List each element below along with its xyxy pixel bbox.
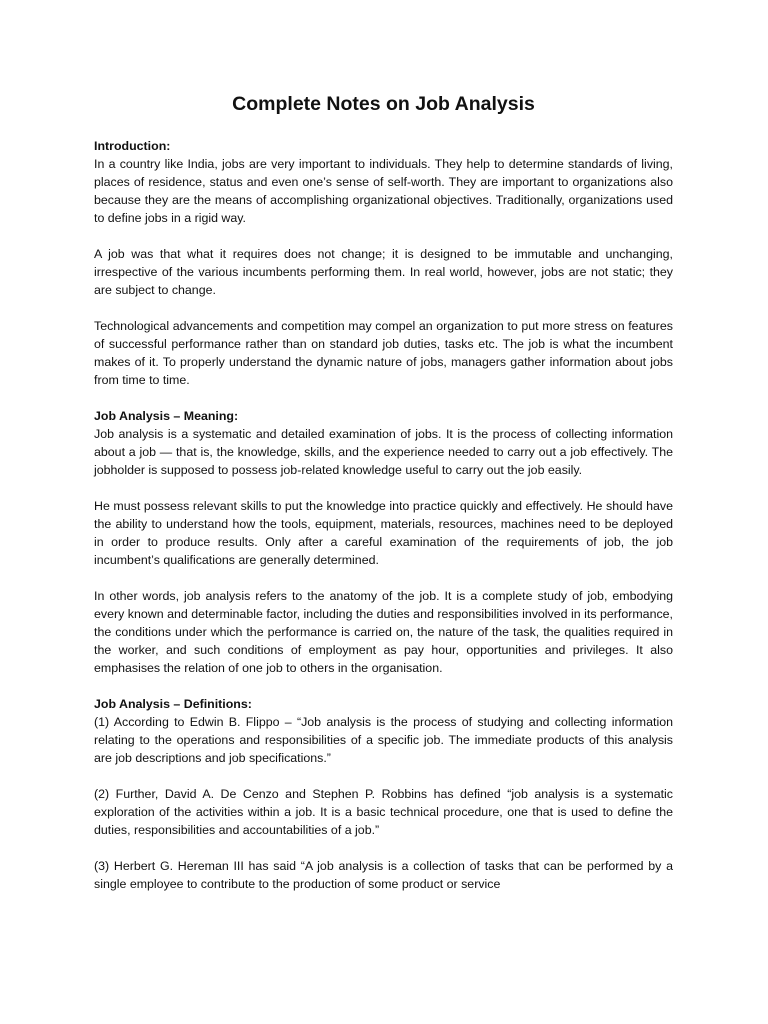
paragraph: In a country like India, jobs are very important to individuals. They help to determine standards of living, places of residence, status and even one’s sense of self-worth. They are important to organizations also because they are the means of accomplishing organizational objectives. Traditionally, organizations used to define jobs in a rigid way. (94, 157, 673, 225)
definition-paragraph: (1) According to Edwin B. Flippo – “Job analysis is the process of studying and collecting information relating to the operations and responsibilities of a specific job. The immediate products of this analysis are job descriptions and job specifications.” (94, 715, 673, 765)
section-heading-definitions: Job Analysis – Definitions: (94, 697, 252, 711)
paragraph: In other words, job analysis refers to the anatomy of the job. It is a complete study of job, embodying every known and determinable factor, including the duties and responsibilities involved in its performance, the conditions under which the performance is carried on, the nature of the task, the qualities required in the worker, and such conditions of employment as pay hour, opportunities and privileges. It also emphasises the relation of one job to others in the organisation. (94, 589, 673, 675)
document-title: Complete Notes on Job Analysis (232, 93, 535, 115)
paragraph: A job was that what it requires does not change; it is designed to be immutable and unchanging, irrespective of the various incumbents performing them. In real world, however, jobs are not static; they are subject to change. (94, 247, 673, 297)
document-body (94, 92, 673, 911)
section-heading-introduction: Introduction: (94, 139, 171, 153)
paragraph: Job analysis is a systematic and detailed examination of jobs. It is the process of collecting information about a job — that is, the knowledge, skills, and the experience needed to carry out a job effectively. The jobholder is supposed to possess job-related knowledge useful to carry out the job easily. (94, 427, 673, 477)
definition-paragraph: (3) Herbert G. Hereman III has said “A job analysis is a collection of tasks that can be performed by a single employee to contribute to the production of some product or service (94, 859, 673, 891)
paragraph: He must possess relevant skills to put the knowledge into practice quickly and effectively. He should have the ability to understand how the tools, equipment, materials, resources, machines need to be deployed in order to produce results. Only after a careful examination of the requirements of job, the job incumbent’s qualifications are generally determined. (94, 499, 673, 567)
section-heading-meaning: Job Analysis – Meaning: (94, 409, 239, 423)
paragraph: Technological advancements and competition may compel an organization to put more stress on features of successful performance rather than on standard job duties, tasks etc. The job is what the incumbent makes of it. To properly understand the dynamic nature of jobs, managers gather information about jobs from time to time. (94, 319, 673, 387)
definition-paragraph: (2) Further, David A. De Cenzo and Stephen P. Robbins has defined “job analysis is a systematic exploration of the activities within a job. It is a basic technical procedure, one that is used to define the duties, responsibilities and accountabilities of a job.” (94, 787, 673, 837)
